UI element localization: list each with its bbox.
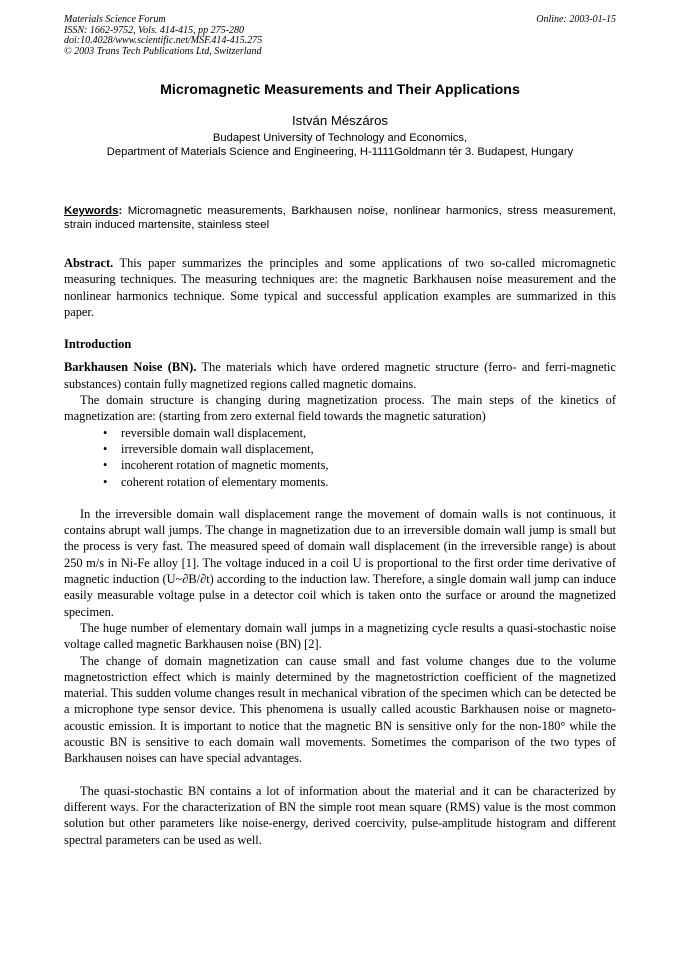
magnetization-steps-list [64,425,616,490]
bn-paragraph [64,359,616,392]
affiliation-line-2: Department of Materials Science and Engineering, H-1111Goldmann tér 3. Budapest, Hungary [106,146,574,158]
author-name: István Mészáros [291,113,388,128]
bullet-icon: • [103,458,108,473]
list-item [103,457,616,473]
keywords-text: Micromagnetic measurements, Barkhausen noise, nonlinear harmonics, stress measurement, strain induced martensite, stainless steel [64,205,616,232]
keywords-section [64,204,616,233]
keywords-label: Keywords [64,205,119,217]
abstract-label: Abstract. [64,256,114,270]
doi-line: doi:10.4028/www.scientific.net/MSF.414-415.275 [64,35,263,47]
bullet-icon: • [103,425,108,440]
affiliation-line-1: Budapest University of Technology and Economics, [212,132,468,144]
affiliation [40,131,640,159]
journal-header [64,15,616,57]
paper-title: Micromagnetic Measurements and Their Applications [160,82,520,98]
keywords-colon: : [118,205,123,217]
list-item-text: incoherent rotation of magnetic moments, [121,458,329,473]
bullet-icon: • [103,474,108,489]
acoustic-bn-paragraph: The change of domain magnetization can cause small and fast volume changes due to the volume magnetostriction effect which is mainly determined by the magnetostriction coefficient of the magnetized material. This sudden volume changes result in mechanical vibration of the specimen which can be detected be a microphone type sensor device. This phenomena is usually called acoustic Barkhausen noise or magneto-acoustic emission. It is important to notice that the magnetic BN is sensitive only for the non-180° while the acoustic BN is sensitive to each domain wall movements. Sometimes the comparison of the two types of Barkhausen noises can have special advantages. [64,653,616,766]
domain-structure-paragraph: The domain structure is changing during magnetization process. The main steps of the kinetics of magnetization are: (starting from zero external field towards the magnetic saturation) [64,393,616,424]
list-item [103,425,616,441]
list-item-text: reversible domain wall displacement, [121,425,307,440]
list-item-text: irreversible domain wall displacement, [121,441,314,456]
abstract-paragraph [64,255,616,320]
section-heading-introduction: Introduction [64,337,132,352]
journal-name: Materials Science Forum [64,14,166,25]
bullet-icon: • [103,441,108,456]
copyright-line: © 2003 Trans Tech Publications Ltd, Switzerland [64,45,262,57]
bn-characterization-paragraph: The quasi-stochastic BN contains a lot of information about the material and it can be characterized by different ways. For the characterization of BN the simple root mean square (RMS) value is the most common solution but other parameters like noise-energy, derived coercivity, pulse-amplitude histogram and different spectral parameters can be used as well. [64,783,616,847]
list-item-text: coherent rotation of elementary moments. [121,474,329,489]
online-date: Online: 2003-01-15 [536,14,616,25]
bn-label: Barkhausen Noise (BN). [64,360,197,375]
list-item [103,474,616,490]
wall-jump-paragraph: In the irreversible domain wall displacement range the movement of domain walls is not continuous, it contains abrupt wall jumps. The change in magnetization due to an irreversible domain wall jump is small but the process is very fast. The measured speed of domain wall displacement (in the irreversible range) is about 250 m/s in Ni-Fe alloy [1]. The voltage induced in a coil U is proportional to the first order time derivative of magnetic induction (U~∂B/∂t) according to the induction law. Therefore, a single domain wall jump can induce easily measurable voltage pulse in a detector coil which is taken onto the surface or around the magnetized specimen. [64,506,616,619]
noise-voltage-paragraph: The huge number of elementary domain wall jumps in a magnetizing cycle results a quasi-stochastic noise voltage called magnetic Barkhausen noise (BN) [2]. [64,620,616,652]
bn-paragraph-text: The materials which have ordered magnetic structure (ferro- and ferri-magnetic substances) contain fully magnetized regions called magnetic domains. [64,360,616,391]
issn-line: ISSN: 1662-9752, Vols. 414-415, pp 275-280 [64,24,244,36]
list-item [103,441,616,457]
abstract-text: This paper summarizes the principles and some applications of two so-called micromagnetic measuring techniques. The measuring techniques are: the magnetic Barkhausen noise measurement and the nonlinear harmonics technique. Some typical and successful application examples are summarized in this paper. [64,256,616,319]
paper-body [64,255,616,848]
